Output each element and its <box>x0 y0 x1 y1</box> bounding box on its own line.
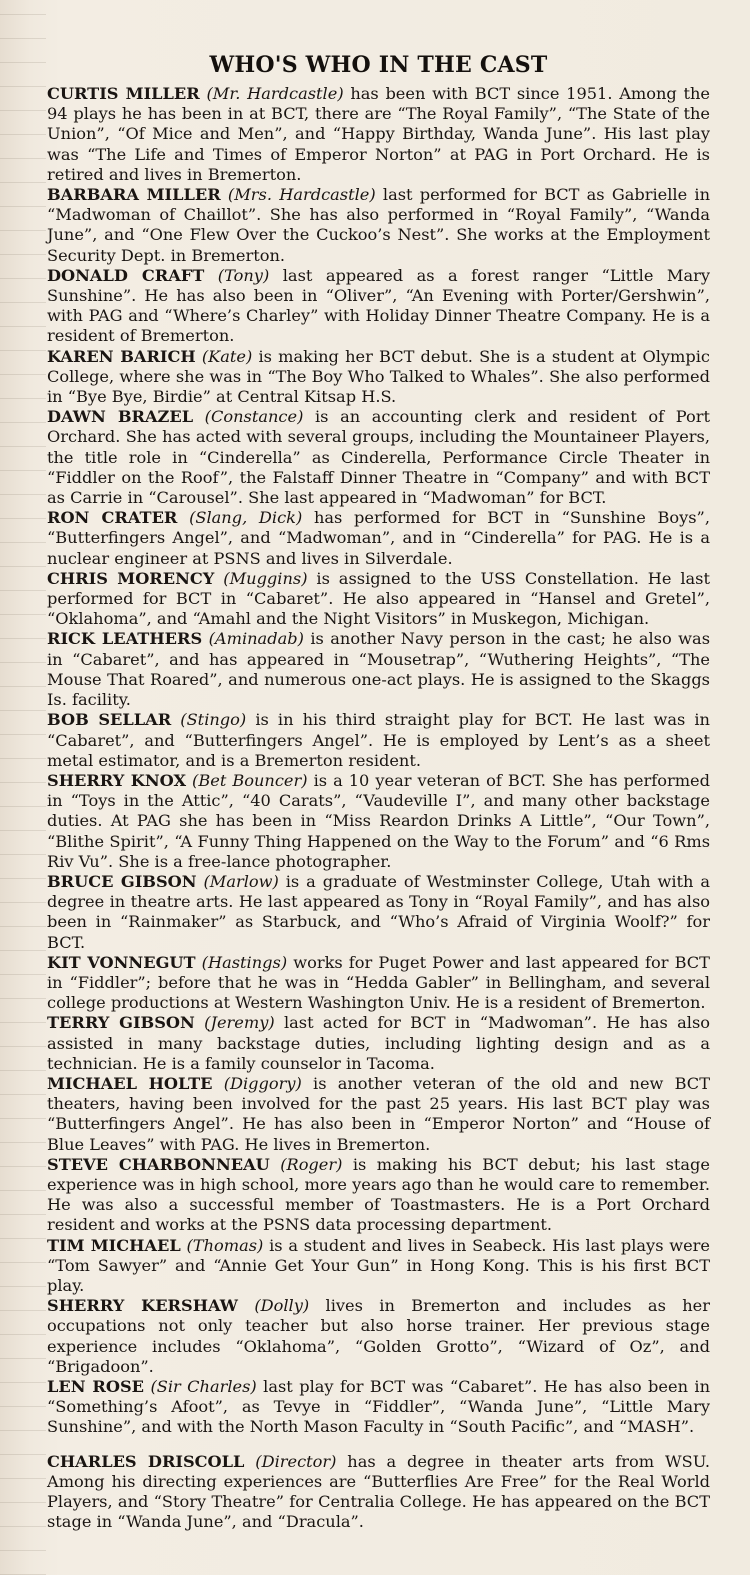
cast-member-bio: is a student and lives in Seabeck. His last plays were “Tom Sawyer” and “Annie Get Your Gun” in Hong Kong. This is his first BCT play. <box>47 1235 710 1295</box>
cast-member-role: (Jeremy) <box>204 1013 275 1033</box>
cast-member-role: (Sir Charles) <box>150 1377 257 1396</box>
cast-member-name: SHERRY KNOX <box>47 770 187 790</box>
cast-member-role: (Mr. Hardcastle) <box>206 84 344 103</box>
cast-member-role: (Marlow) <box>203 871 279 891</box>
cast-member-role: (Bet Bouncer) <box>192 770 308 790</box>
cast-member-name: BRUCE GIBSON <box>47 871 197 891</box>
cast-member-role: (Hastings) <box>201 952 288 972</box>
cast-entry <box>47 872 710 953</box>
cast-member-role: (Director) <box>255 1451 337 1471</box>
cast-member-name: DAWN BRAZEL <box>47 407 194 427</box>
cast-entry <box>47 347 710 408</box>
cast-member-name: STEVE CHARBONNEAU <box>47 1154 270 1174</box>
cast-member-role: (Mrs. Hardcastle) <box>227 185 376 205</box>
cast-member-name: LEN ROSE <box>47 1377 145 1396</box>
cast-member-bio: has been with BCT since 1951. Among the 94 plays he has been in at BCT, there are “The Royal Family”, “The State of the Union”, “Of Mice and Men”, and “Happy Birthday, Wanda June”. His last play was “The Life and Times of Emperor Norton” at PAG in Port Orchard. He is retired and lives in Bremerton. <box>47 84 710 184</box>
cast-member-bio: is assigned to the USS Constellation. He last performed for BCT in “Cabaret”. He also appeared in “Hansel and Gretel”, “Oklahoma”, and “Amahl and the Night Visitors” in Muskegon, Michigan. <box>47 568 710 629</box>
cast-member-bio: is an accounting clerk and resident of Port Orchard. She has acted with several groups, including the Mountaineer Players, the title role in “Cinderella” as Cinderella, Performance Circle Theater in “Fiddler on the Roof”, the Falstaff Dinner Theatre in “Company” and with BCT as Carrie in “Carousel”. She last appeared in “Madwoman” for BCT. <box>47 407 710 508</box>
cast-member-name: BARBARA MILLER <box>47 185 221 205</box>
cast-entry <box>47 185 710 266</box>
cast-entry <box>47 84 710 185</box>
cast-member-role: (Stingo) <box>180 710 247 730</box>
cast-entry <box>47 508 710 569</box>
cast-entry <box>47 569 710 630</box>
cast-member-role: (Constance) <box>204 407 304 427</box>
cast-entry <box>47 953 710 1014</box>
cast-member-name: RICK LEATHERS <box>47 629 203 649</box>
cast-member-bio: last appeared as a forest ranger “Little Mary Sunshine”. He has also been in “Oliver”, “An Evening with Porter/Gershwin”, with PAG and “Where’s Charley” with Holiday Dinner Theatre Company. He is a resident of Bremerton. <box>47 265 710 346</box>
cast-entry <box>47 1155 710 1236</box>
cast-member-bio: is in his third straight play for BCT. He last was in “Cabaret”, and “Butterfingers Angel”. He is employed by Lent’s as a sheet metal estimator, and is a Bremerton resident. <box>47 710 710 770</box>
cast-member-bio: last play for BCT was “Cabaret”. He has also been in “Something’s Afoot”, as Tevye in “Fiddler”, “Wanda June”, “Little Mary Sunshine”, and with the North Mason Faculty in “South Pacific”, and “MASH”. <box>47 1377 711 1437</box>
cast-member-name: KIT VONNEGUT <box>47 952 196 972</box>
cast-entry <box>47 1074 710 1155</box>
cast-member-name: BOB SELLAR <box>47 710 172 730</box>
page-title: WHO'S WHO IN THE CAST <box>209 52 548 78</box>
cast-entry <box>47 1296 710 1377</box>
cast-entry <box>47 1452 710 1533</box>
cast-entry <box>47 1013 710 1074</box>
cast-member-name: TIM MICHAEL <box>47 1235 181 1255</box>
cast-entry <box>47 407 710 508</box>
cast-member-name: DONALD CRAFT <box>47 265 205 285</box>
cast-member-role: (Tony) <box>217 265 270 285</box>
bleed-through-text <box>0 0 46 1575</box>
cast-member-bio: is a graduate of Westminster College, Utah with a degree in theatre arts. He last appeared as Tony in “Royal Family”, and has also been in “Rainmaker” as Starbuck, and “Who’s Afraid of Virginia Woolf?” for BCT. <box>47 871 710 952</box>
cast-member-bio: is a 10 year veteran of BCT. She has performed in “Toys in the Attic”, “40 Carats”, “Vaudeville I”, and many other backstage duties. At PAG she has been in “Miss Reardon Drinks A Little”, “Our Town”, “Blithe Spirit”, “A Funny Thing Happened on the Way to the Forum” and “6 Rms Riv Vu”. She is a free-lance photographer. <box>47 770 710 871</box>
cast-member-bio: is another Navy person in the cast; he also was in “Cabaret”, and has appeared in “Mousetrap”, “Wuthering Heights”, “The Mouse That Roared”, and numerous one-act plays. He is assigned to the Skaggs Is. facility. <box>47 629 710 710</box>
cast-member-bio: last performed for BCT as Gabrielle in “Madwoman of Chaillot”. She has also performed in “Royal Family”, “Wanda June”, and “One Flew Over the Cuckoo’s Nest”. She works at the Employment Security Dept. in Bremerton. <box>47 185 710 265</box>
cast-entry <box>47 1377 710 1438</box>
cast-member-name: SHERRY KERSHAW <box>47 1296 238 1316</box>
cast-member-name: CHRIS MORENCY <box>47 568 215 588</box>
cast-member-bio: has a degree in theater arts from WSU. Among his directing experiences are “Butterflies Are Free” for the Real World Players, and “Story Theatre” for Centralia College. He has appeared on the BCT stage in “Wanda June”, and “Dracula”. <box>47 1451 710 1532</box>
cast-member-name: MICHAEL HOLTE <box>47 1073 213 1093</box>
cast-member-role: (Slang, Dick) <box>189 508 303 528</box>
cast-member-bio: works for Puget Power and last appeared for BCT in “Fiddler”; before that he was in “Hedda Gabler” in Bellingham, and several college productions at Western Washington Univ. He is a resident of Bremerton. <box>47 952 710 1013</box>
cast-member-name: CHARLES DRISCOLL <box>47 1451 245 1471</box>
cast-member-name: KAREN BARICH <box>47 346 196 366</box>
cast-entry <box>47 629 710 710</box>
cast-list <box>47 84 710 1532</box>
cast-member-bio: lives in Bremerton and includes as her occupations not only teacher but also horse trainer. Her previous stage experience includes “Oklahoma”, “Golden Grotto”, “Wizard of Oz”, and “Brigadoon”. <box>47 1296 710 1376</box>
cast-member-name: TERRY GIBSON <box>47 1013 195 1033</box>
cast-member-name: CURTIS MILLER <box>47 84 200 103</box>
cast-member-role: (Dolly) <box>254 1296 310 1316</box>
cast-member-bio: is another veteran of the old and new BCT theaters, having been involved for the past 25 years. His last BCT play was “Butterfingers Angel”. He has also been in “Emperor Norton” and “House of Blue Leaves” with PAG. He lives in Bremerton. <box>47 1073 710 1154</box>
cast-entry <box>47 710 710 771</box>
cast-member-bio: is making her BCT debut. She is a student at Olympic College, where she was in “The Boy Who Talked to Whales”. She also performed in “Bye Bye, Birdie” at Central Kitsap H.S. <box>47 346 710 407</box>
cast-member-role: (Roger) <box>280 1154 343 1174</box>
cast-member-bio: is making his BCT debut; his last stage experience was in high school, more years ago than he would care to remember. He was also a successful member of Toastmasters. He is a Port Orchard resident and works at the PSNS data processing department. <box>47 1154 710 1235</box>
cast-member-role: (Kate) <box>201 346 253 366</box>
cast-entry <box>47 771 710 872</box>
cast-member-role: (Diggory) <box>223 1073 302 1093</box>
cast-entry <box>47 266 710 347</box>
cast-member-name: RON CRATER <box>47 508 178 528</box>
cast-member-role: (Muggins) <box>223 568 308 588</box>
cast-member-bio: has performed for BCT in “Sunshine Boys”, “Butterfingers Angel”, and “Madwoman”, and in “Cinderella” for PAG. He is a nuclear engineer at PSNS and lives in Silverdale. <box>47 508 710 568</box>
cast-entry <box>47 1236 710 1297</box>
cast-member-role: (Aminadab) <box>208 629 304 649</box>
cast-member-role: (Thomas) <box>186 1235 264 1255</box>
cast-member-bio: last acted for BCT in “Madwoman”. He has also assisted in many backstage duties, including lighting design and as a technician. He is a family counselor in Tacoma. <box>47 1013 710 1073</box>
